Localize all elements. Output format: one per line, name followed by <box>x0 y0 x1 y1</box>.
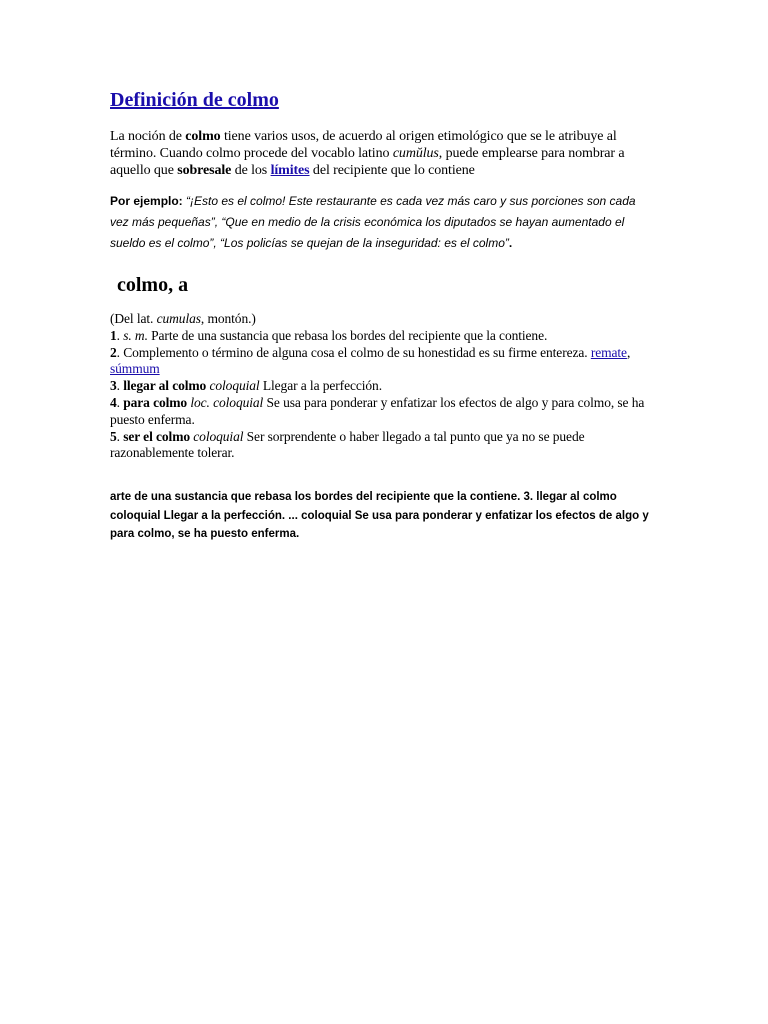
definition-5-tag: coloquial <box>190 428 244 444</box>
etymology-line <box>110 311 655 328</box>
definition-4-number: 4 <box>110 394 117 410</box>
definition-5-text: Ser sorprendente o haber llegado a tal punto que ya no se puede razonablemente tolerar. <box>110 428 585 461</box>
intro-text-3: , puede emplearse para nombrar a aquello que <box>110 146 625 178</box>
page-title <box>110 86 655 114</box>
example-quote: “¡Esto es el colmo! Este restaurante es cada vez más caro y sus porciones son cada vez más pequeñas”, “Que en medio de la crisis económica los diputados se hayan aumentado el sueldo es el colmo”, “Los policías se quejan de la inseguridad: es el colmo” <box>110 194 636 250</box>
definition-1-text: Parte de una sustancia que rebasa los bordes del recipiente que la contiene. <box>147 327 548 343</box>
intro-italic-cumulus: cumŭlus <box>392 146 439 161</box>
intro-text-5: del recipiente que lo contiene <box>309 163 475 178</box>
definition-5-phrase: ser el colmo <box>123 428 190 444</box>
definition-3 <box>110 378 655 395</box>
etymology-word: cumulas <box>156 311 201 326</box>
definition-1 <box>110 328 655 345</box>
definition-3-tag: coloquial <box>206 378 260 394</box>
definition-5-number: 5 <box>110 428 117 444</box>
limites-link[interactable]: límites <box>270 163 310 178</box>
definition-4 <box>110 395 655 429</box>
definition-1-number: 1 <box>110 327 117 343</box>
intro-text-1: La noción de <box>110 129 186 144</box>
intro-text-2: tiene varios usos, de acuerdo al origen etimológico que se le atribuye al término. Cuando colmo procede del vocablo latino <box>110 129 617 161</box>
document-page <box>110 86 655 544</box>
etymology-prefix: (Del lat. <box>110 311 157 326</box>
example-end: . <box>508 236 513 250</box>
summum-link[interactable]: súmmum <box>110 361 160 377</box>
example-paragraph <box>110 191 655 254</box>
remate-link[interactable]: remate <box>590 344 627 360</box>
intro-bold-colmo: colmo <box>185 129 221 144</box>
etymology-suffix: , montón.) <box>200 311 256 326</box>
definition-4-tag: loc. coloquial <box>187 394 264 410</box>
definition-2 <box>110 345 655 379</box>
definition-2-text: . Complemento o término de alguna cosa el colmo de su honestidad es su firme entereza. <box>116 344 591 360</box>
intro-paragraph <box>110 128 655 179</box>
intro-text-4: de los <box>231 163 271 178</box>
definition-3-phrase: llegar al colmo <box>123 378 207 394</box>
definition-1-sep: . <box>116 327 124 343</box>
definition-4-text: Se usa para ponderar y enfatizar los efectos de algo y para colmo, se ha puesto enferma. <box>110 394 645 427</box>
definition-1-tag: s. m. <box>123 327 148 343</box>
definition-3-text: Llegar a la perfección. <box>259 378 382 394</box>
entry-headword: colmo, a <box>117 274 189 296</box>
definition-4-phrase: para colmo <box>123 394 188 410</box>
definition-3-sep: . <box>116 378 124 394</box>
definition-2-number: 2 <box>110 344 117 360</box>
definition-5-sep: . <box>116 428 124 444</box>
definition-list <box>110 311 655 462</box>
definition-3-number: 3 <box>110 378 117 394</box>
definition-2-comma: , <box>626 344 631 360</box>
intro-bold-sobresale: sobresale <box>177 163 232 178</box>
definition-5 <box>110 429 655 463</box>
snippet-paragraph: arte de una sustancia que rebasa los bordes del recipiente que la contiene. 3. llegar al colmo coloquial Llegar a la perfección. ... coloquial Se usa para ponderar y enfatizar los efectos de algo y para colmo, se ha puesto enferma. <box>110 491 649 541</box>
page-title-link[interactable]: Definición de colmo <box>110 89 279 111</box>
definition-4-sep: . <box>116 394 124 410</box>
example-label: Por ejemplo: <box>110 194 183 208</box>
